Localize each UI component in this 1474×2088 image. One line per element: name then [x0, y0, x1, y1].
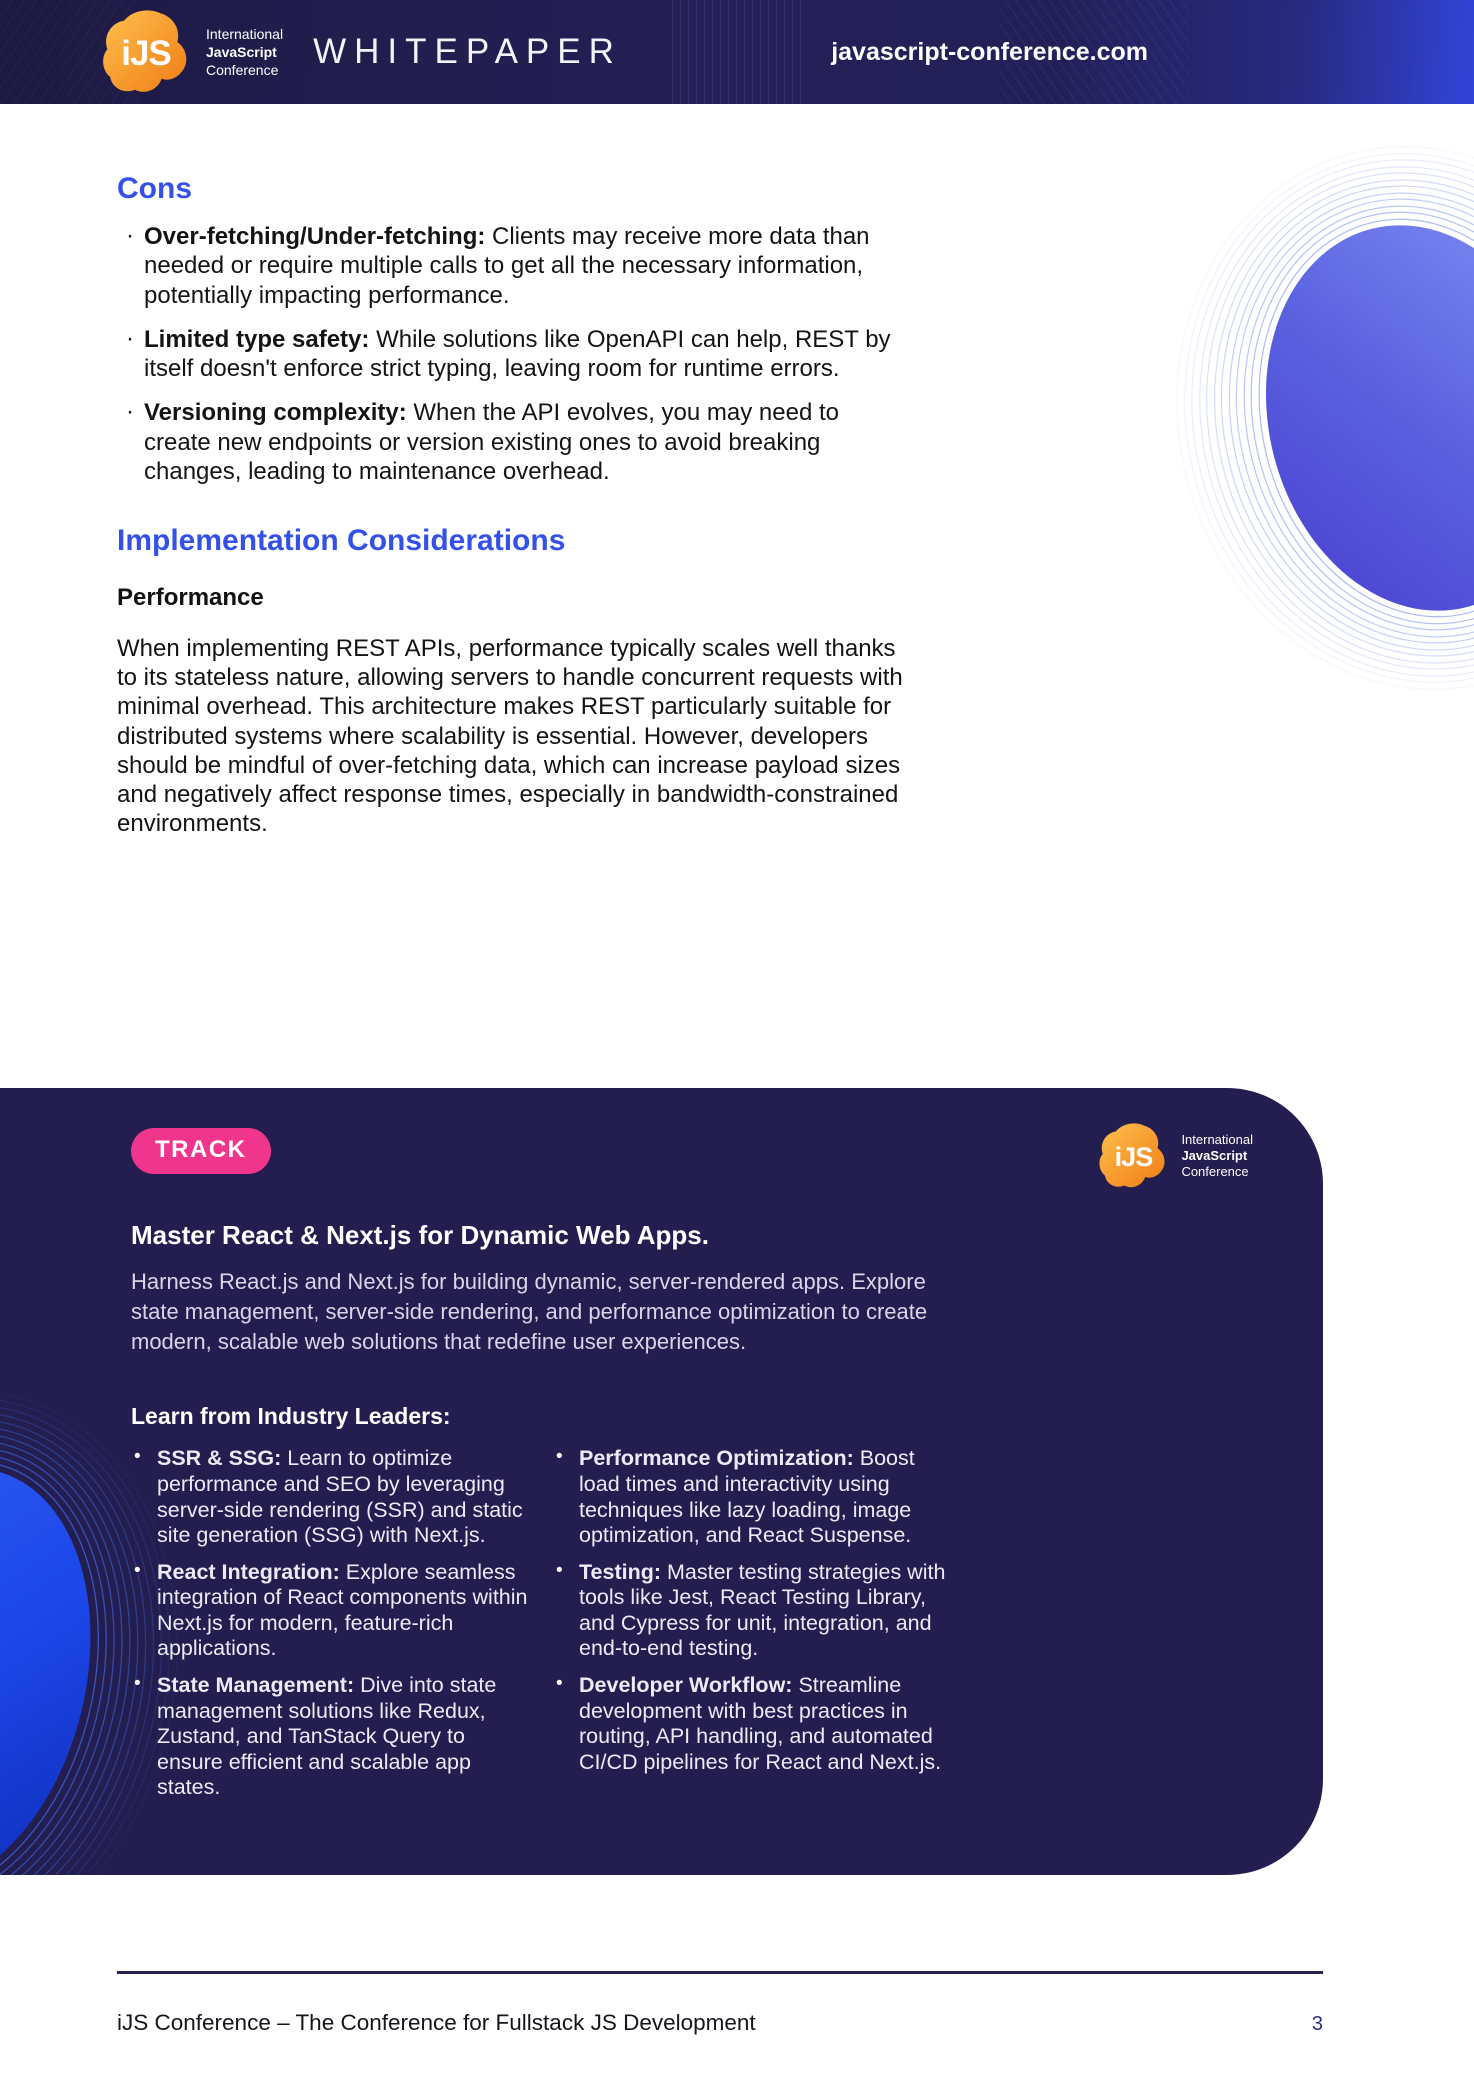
- bullet-text: When the API evolves, you may need to create new endpoints or version existing ones to avoid breaking changes, leading to maintenance overhead.: [144, 399, 839, 485]
- cons-list: [117, 222, 912, 486]
- track-card: [0, 1088, 1323, 1875]
- page-number: 3: [1311, 2013, 1323, 2035]
- bullet-text: Learn to optimize performance and SEO by leveraging server-side rendering (SSR) and static site generation (SSG) with Next.js.: [157, 1446, 523, 1548]
- logo-caption: [206, 25, 283, 80]
- document-body: [117, 172, 912, 838]
- bullet-label: Performance Optimization:: [579, 1446, 854, 1471]
- list-item: [117, 325, 912, 384]
- contour-blob-graphic: [1214, 168, 1474, 668]
- list-item: [131, 1560, 535, 1662]
- bullet-label: Testing:: [579, 1559, 662, 1584]
- ijs-logo: [100, 6, 283, 98]
- page-footer: [117, 1971, 1323, 2036]
- bullet-text: While solutions like OpenAPI can help, REST by itself doesn't enforce strict typing, leaving room for runtime errors.: [144, 325, 891, 383]
- bullet-label: State Management:: [157, 1673, 355, 1697]
- cons-heading: Cons: [117, 172, 192, 205]
- performance-paragraph: When implementing REST APIs, performance typically scales well thanks to its stateless nature, allowing servers to handle concurrent requests with minimal overhead. This architecture makes REST particularly suitable for distributed systems where scalability is essential. However, developers should be mindful of over-fetching data, which can increase payload sizes and negatively affect response times, especially in bandwidth-constrained environments.: [117, 635, 903, 838]
- bullet-label: Developer Workflow:: [579, 1673, 793, 1697]
- list-item: [553, 1446, 957, 1548]
- list-item: [553, 1560, 957, 1662]
- whitepaper-title: WHITEPAPER: [313, 32, 622, 71]
- bullet-text: Master testing strategies with tools like Jest, React Testing Library, and Cypress for unit, integration, and end-to-end testing.: [579, 1559, 946, 1661]
- leaders-columns: [131, 1446, 1323, 1812]
- leaders-column-left: [131, 1446, 535, 1812]
- site-url: javascript-conference.com: [831, 37, 1148, 66]
- list-item: [117, 222, 912, 310]
- performance-subheading: Performance: [117, 584, 264, 612]
- list-item: [553, 1673, 957, 1775]
- bullet-label: SSR & SSG:: [157, 1446, 282, 1471]
- card-title: Master React & Next.js for Dynamic Web Apps.: [131, 1220, 709, 1250]
- track-badge: TRACK: [131, 1128, 271, 1174]
- bullet-label: React Integration:: [157, 1559, 340, 1584]
- logo-text: iJS: [121, 34, 171, 73]
- bullet-label: Limited type safety:: [144, 325, 370, 353]
- bullet-text: Streamline development with best practices in routing, API handling, and automated CI/CD pipelines for React and Next.js.: [579, 1673, 942, 1774]
- bullet-label: Over-fetching/Under-fetching:: [144, 223, 486, 250]
- footer-rule: [117, 1971, 1323, 1974]
- implementation-heading: Implementation Considerations: [117, 524, 566, 558]
- bullet-text: Clients may receive more data than needed or require multiple calls to get all the necessary information, potentially impacting performance.: [144, 223, 870, 309]
- leaders-heading: Learn from Industry Leaders:: [131, 1403, 451, 1430]
- ijs-logo-blob: [100, 6, 192, 98]
- leaders-column-right: [553, 1446, 957, 1812]
- list-item: [131, 1673, 535, 1801]
- list-item: [117, 398, 912, 486]
- list-item: [131, 1446, 535, 1548]
- card-description: Harness React.js and Next.js for building dynamic, server-rendered apps. Explore state management, server-side rendering, and performance optimization to create modern, scalable web solutions that redefine user experiences.: [131, 1269, 928, 1355]
- logo-caption-line: Conference: [206, 62, 279, 79]
- logo-caption-line: International: [1181, 1131, 1253, 1147]
- footer-text: iJS Conference – The Conference for Fullstack JS Development: [117, 2010, 756, 2035]
- bullet-text: Boost load times and interactivity using techniques like lazy loading, image optimization, and React Suspense.: [579, 1446, 915, 1548]
- logo-caption-line: JavaScript: [1181, 1147, 1248, 1163]
- contour-blob-svg: [1214, 168, 1474, 668]
- header-stripes-mid: [672, 0, 802, 104]
- footer-row: [117, 2010, 1323, 2036]
- logo-text: iJS: [1114, 1142, 1153, 1172]
- card-content: [0, 1088, 1323, 1812]
- logo-caption-line: JavaScript: [206, 43, 277, 60]
- bullet-label: Versioning complexity:: [144, 399, 407, 427]
- logo-caption-line: Conference: [1181, 1164, 1249, 1180]
- logo-caption-line: International: [206, 25, 284, 42]
- bullet-text: Dive into state management solutions like Redux, Zustand, and TanStack Query to ensure efficient and scalable app states.: [157, 1673, 497, 1800]
- page-header: [0, 0, 1474, 104]
- bullet-text: Explore seamless integration of React components within Next.js for modern, feature-rich applications.: [157, 1559, 528, 1661]
